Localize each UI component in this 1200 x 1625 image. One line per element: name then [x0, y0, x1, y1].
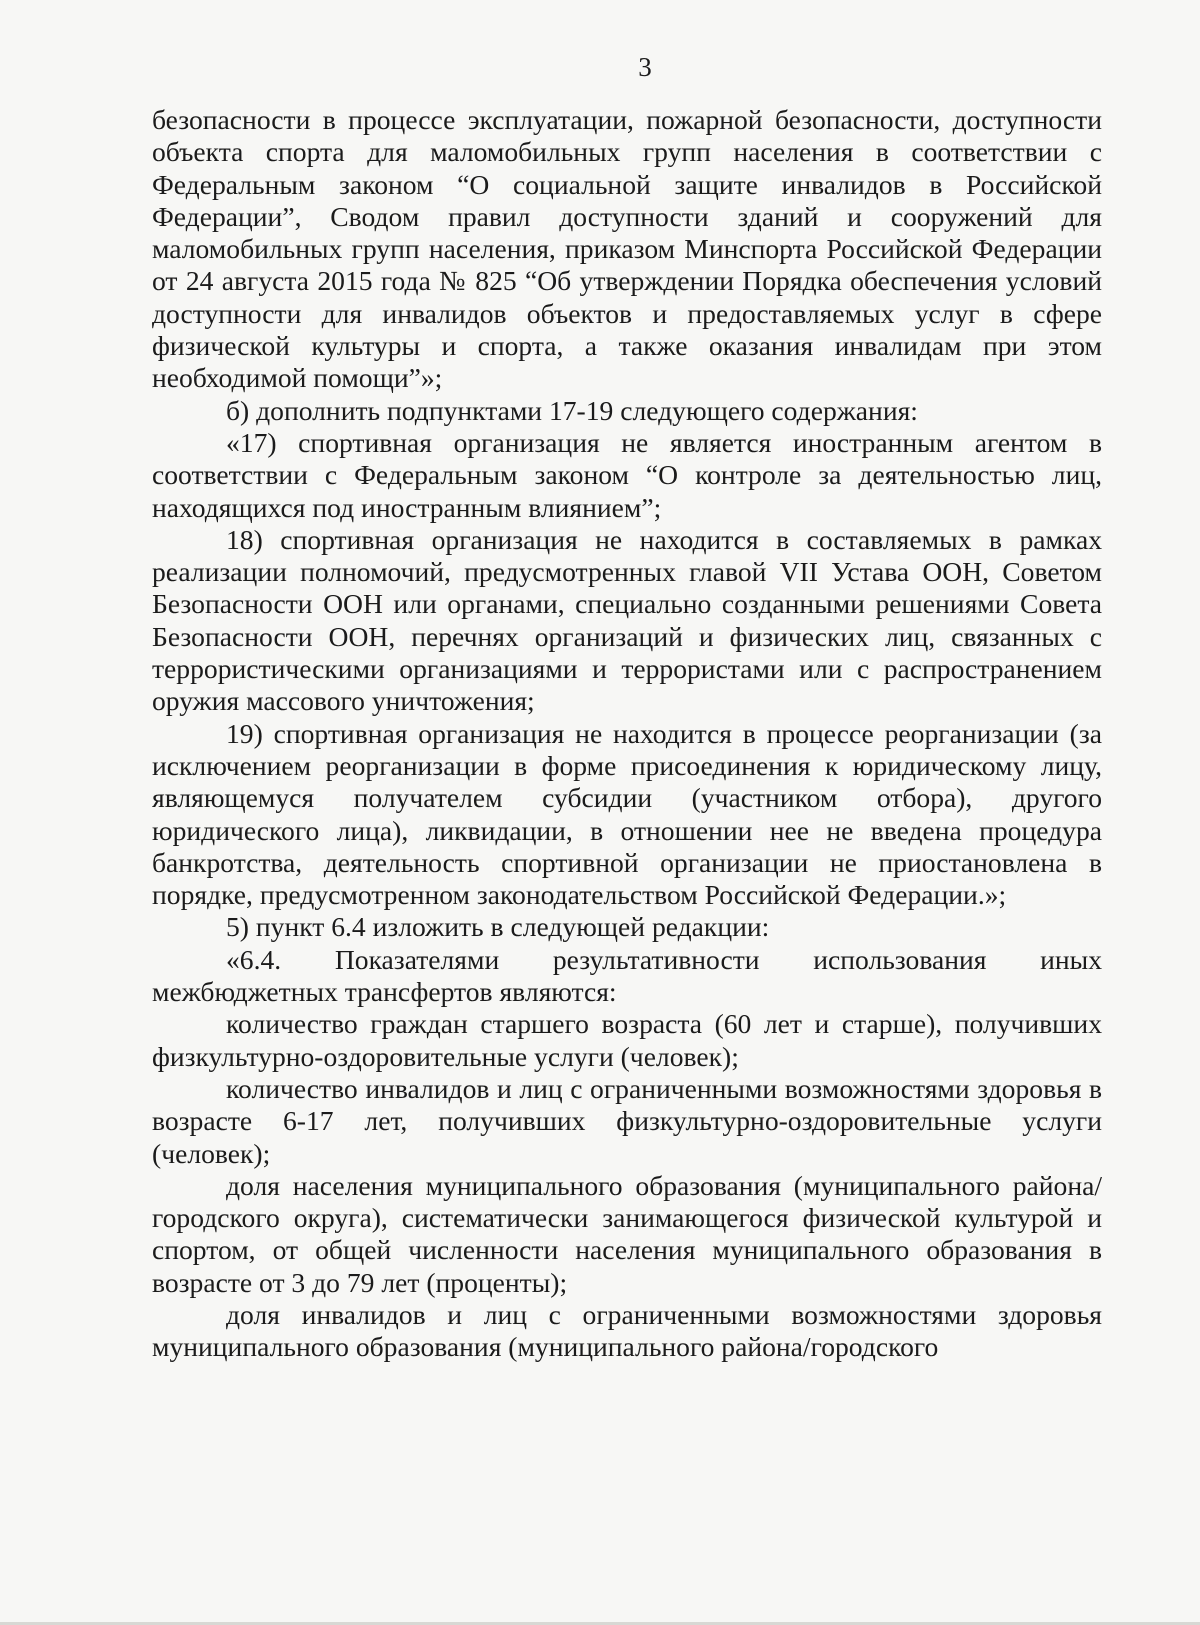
paragraph: б) дополнить подпунктами 17-19 следующего содержания: [226, 394, 918, 426]
page-number: 3 [638, 52, 652, 82]
paragraph: 18) спортивная организация не находится в составляемых в рамках реализации полномочий, предусмотренных главой VII Устава ООН, Советом Безопасности ООН или органами, специально созданными решениями Совета Безопасности ООН, перечнях организаций и физических лиц, связанных с террористическими организациями и террористами или с распространением оружия массового уничтожения; [152, 523, 1102, 717]
paragraph: 5) пункт 6.4 изложить в следующей редакции: [226, 911, 770, 943]
paragraph: безопасности в процессе эксплуатации, пожарной безопасности, доступности объекта спорта для маломобильных групп населения в соответствии с Федеральным законом “О социальной защите инвалидов в Российской Федерации”, Сводом правил доступности зданий и сооружений для маломобильных групп населения, приказом Минспорта Российской Федерации от 24 августа 2015 года № 825 “Об утверждении Порядка обеспечения условий доступности для инвалидов объектов и предоставляемых услуг в сфере физической культуры и спорта, а также оказания инвалидам при этом необходимой помощи”»; [152, 104, 1102, 394]
paragraph: доля населения муниципального образования (муниципального района/ городского округа), систематически занимающегося физической культурой и спортом, от общей численности населения муниципального образования в возрасте от 3 до 79 лет (проценты); [152, 1169, 1102, 1298]
paragraph: доля инвалидов и лиц с ограниченными возможностями здоровья муниципального образования (муниципального района/городского [152, 1298, 1102, 1363]
paragraph: количество инвалидов и лиц с ограниченными возможностями здоровья в возрасте 6-17 лет, получивших физкультурно-оздоровительные услуги (человек); [152, 1072, 1102, 1169]
paragraph: «17) спортивная организация не является иностранным агентом в соответствии с Федеральным законом “О контроле за деятельностью лиц, находящихся под иностранным влиянием”; [152, 426, 1102, 523]
paragraph: 19) спортивная организация не находится в процессе реорганизации (за исключением реорганизации в форме присоединения к юридическому лицу, являющемуся получателем субсидии (участником отбора), другого юридического лица), ликвидации, в отношении нее не введена процедура банкротства, деятельность спортивной организации не приостановлена в порядке, предусмотренном законодательством Российской Федерации.»; [152, 717, 1102, 911]
paragraph: «6.4. Показателями результативности использования иных межбюджетных трансфертов являются: [152, 943, 1102, 1008]
paragraph: количество граждан старшего возраста (60 лет и старше), получивших физкультурно-оздоровительные услуги (человек); [152, 1008, 1102, 1072]
document-body [152, 104, 1102, 1364]
